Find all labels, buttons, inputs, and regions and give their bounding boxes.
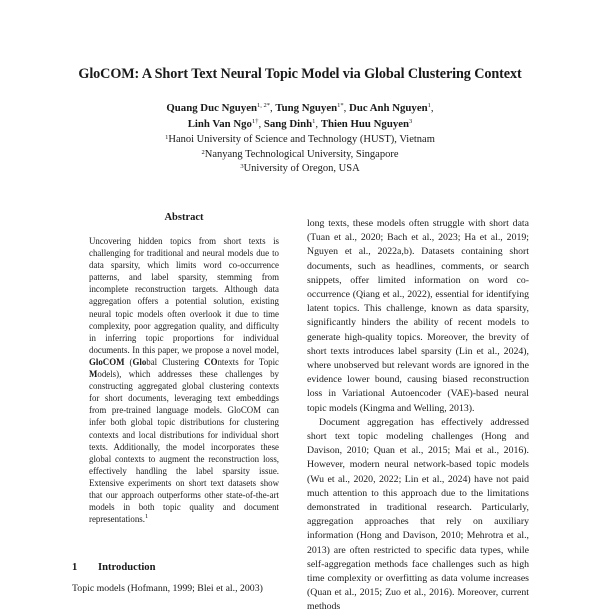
author-affil-mark: 1†: [251, 118, 259, 125]
expansion-text: (: [124, 356, 133, 367]
expansion-text: odels): [97, 369, 120, 380]
affiliation: [0, 148, 600, 163]
section-number: 1: [72, 562, 78, 573]
affiliation-text: University of Oregon, USA: [243, 163, 360, 174]
author-name: Quang Duc Nguyen: [166, 102, 257, 114]
author-separator: ,: [270, 102, 276, 114]
section-title: Introduction: [98, 562, 156, 573]
section-heading: [72, 562, 302, 573]
acronym-letter: Glo: [132, 356, 147, 367]
author-name: Linh Van Ngo: [187, 118, 252, 130]
author-affil-mark: 3: [409, 118, 413, 125]
author-affil-mark: 1: [312, 118, 316, 125]
acronym-letter: CO: [204, 356, 218, 367]
affiliation: [0, 162, 600, 177]
acronym-letter: M: [89, 369, 98, 380]
author-separator: ,: [258, 118, 264, 130]
model-name: GloCOM: [89, 356, 125, 367]
author-line-1: [0, 100, 600, 116]
expansion-text: ntexts for Topic: [217, 356, 279, 367]
affiliation-list: [0, 133, 600, 177]
abstract-text: Uncovering hidden topics from short texts is challenging for traditional and neural models due to data sparsity, which limits word co-occurrence patterns, and label sparsity, stemming from incomplete reconstruction targets. Although data aggregation offers a potential solution, existing neural topic models often overlook it due to time complexity, poor aggregation quality, and difficulty in inferring topic proportions for individual documents. In this paper, we propose a novel model,: [89, 236, 279, 355]
author-name: Duc Anh Nguyen: [349, 102, 428, 114]
author-affil-mark: 1, 2*: [257, 102, 270, 109]
affiliation-mark: 3: [240, 163, 244, 170]
right-column: [307, 217, 529, 615]
author-list: [0, 100, 600, 132]
affiliation-mark: 1: [165, 134, 169, 141]
affiliation: [0, 133, 600, 148]
abstract-heading: Abstract: [164, 212, 204, 223]
author-name: Tung Nguyen: [275, 102, 338, 114]
body-paragraph: long texts, these models often struggle with short data (Tuan et al., 2020; Bach et al., 2023; Ha et al., 2019; Nguyen et al., 2022a,b). Datasets containing short documents, such as headlines, comments, or search snippets, offer limited information on word co-occurrence (Qiang et al., 2022), essential for identifying latent topics. This challenge, known as data sparsity, significantly hinders the ability of recent models to generate high-quality topics. Moreover, the brevity of short texts introduces label sparsity (Lin et al., 2024), where unobserved but relevant words are ignored in the evidence lower bound, causing biased reconstruction loss in Variational Autoencoder (VAE)-based neural topic models (Kingma and Welling, 2013).: [307, 218, 529, 414]
paper-title: GloCOM: A Short Text Neural Topic Model via Global Clustering Context: [78, 66, 522, 82]
intro-first-line: Topic models (Hofmann, 1999; Blei et al., 2003): [72, 583, 263, 594]
expansion-text: bal Clustering: [146, 356, 205, 367]
author-affil-mark: 1: [427, 102, 431, 109]
body-paragraph: Document aggregation has effectively addressed short text topic modeling challenges (Hong and Davison, 2010; Quan et al., 2015; Mai et al., 2016). However, modern neural network-based topic models (Wu et al., 2020, 2022; Lin et al., 2024) have not paid much attention to this approach due to the limitations demonstrated in traditional research. Particularly, aggregation approaches that rely on auxiliary information (Hong and Davison, 2010; Mehrotra et al., 2013) are often restricted to specific data types, while self-aggregation methods face challenges such as high time complexity or overfitting as data volume increases (Quan et al., 2015; Zuo et al., 2016). Moreover, current methods: [307, 416, 529, 613]
abstract-body: [89, 235, 279, 525]
author-line-2: [0, 116, 600, 132]
author-affil-mark: 1*: [337, 102, 344, 109]
footnote-marker[interactable]: 1: [144, 513, 149, 521]
affiliation-text: Nanyang Technological University, Singapore: [204, 148, 399, 160]
author-name: Sang Dinh: [263, 118, 313, 130]
affiliation-text: Hanoi University of Science and Technology (HUST), Vietnam: [168, 134, 435, 145]
affiliation-mark: 2: [201, 148, 205, 156]
author-separator: ,: [315, 118, 321, 130]
author-name: Thien Huu Nguyen: [320, 118, 410, 130]
abstract-text: , which addresses these challenges by constructing aggregated global clustering contexts for short documents, leveraging text embeddings from pre-trained language models. GloCOM can infer both global topic distributions for clustering contexts and local distributions for individual short texts. Additionally, the model incorporates these global contexts to augment the reconstruction loss, effectively handling the label sparsity issue. Extensive experiments on short text datasets show that our approach outperforms other state-of-the-art models in both topic quality and document representations.: [89, 369, 279, 525]
author-separator: ,: [343, 102, 350, 114]
author-separator: ,: [430, 102, 434, 114]
